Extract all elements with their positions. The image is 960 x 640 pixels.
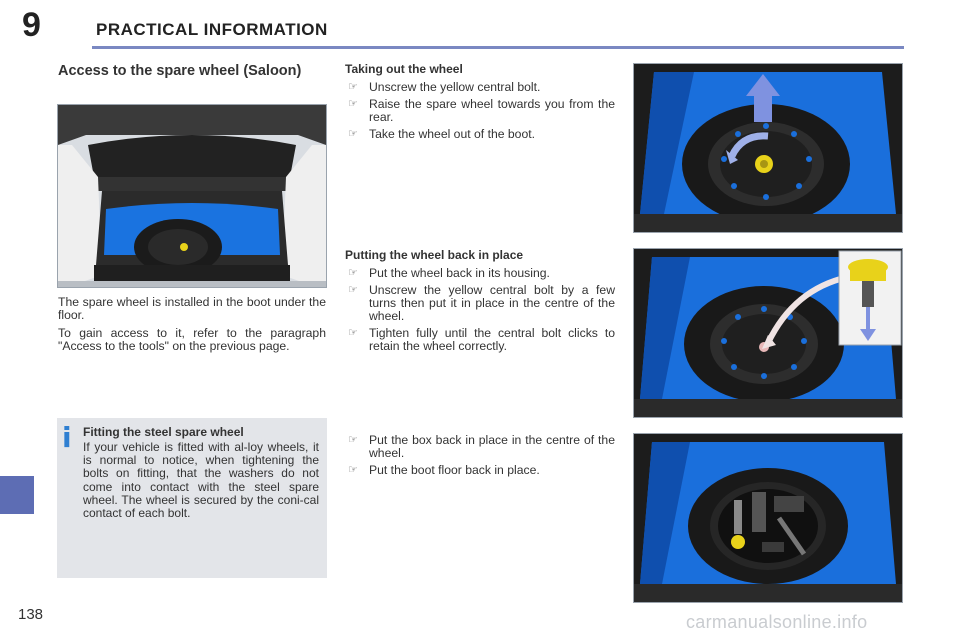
list-item: ☞ Unscrew the yellow central bolt by a few turns then put it in place in the centre of the wheel. [348, 283, 615, 323]
spare-wheel-removal-photo [633, 63, 903, 233]
chapter-number: 9 [22, 6, 41, 44]
pointing-hand-icon: ☞ [348, 98, 358, 110]
pointing-hand-icon: ☞ [348, 81, 358, 93]
taking-out-title: Taking out the wheel [345, 62, 463, 76]
tool-box-photo [633, 433, 903, 603]
intro-text [58, 296, 326, 358]
putting-back-title: Putting the wheel back in place [345, 248, 524, 262]
pointing-hand-icon: ☞ [348, 284, 358, 296]
pointing-hand-icon: ☞ [348, 267, 358, 279]
list-item: ☞ Put the boot floor back in place. [348, 463, 540, 477]
pointing-hand-icon: ☞ [348, 128, 358, 140]
pointing-hand-icon: ☞ [348, 327, 358, 339]
list-item: ☞ Put the wheel back in its housing. [348, 266, 550, 280]
watermark: carmanualsonline.info [686, 612, 868, 632]
access-paragraph: To gain access to it, refer to the paragraph "Access to the tools" on the previous page. [58, 326, 326, 353]
list-item: ☞ Put the box back in place in the centre of the wheel. [348, 433, 615, 460]
info-box-title: Fitting the steel spare wheel [83, 425, 244, 439]
pointing-hand-icon: ☞ [348, 464, 358, 476]
pointing-hand-icon: ☞ [348, 434, 358, 446]
taking-out-section [345, 63, 615, 145]
boot-photo [57, 104, 327, 288]
list-item: ☞ Take the wheel out of the boot. [348, 127, 535, 141]
list-item: ☞ Raise the spare wheel towards you from the rear. [348, 97, 615, 124]
list-item: ☞ Tighten fully until the central bolt clicks to retain the wheel correctly. [348, 326, 615, 353]
intro-paragraph: The spare wheel is installed in the boot under the floor. [58, 295, 326, 322]
section-title: Access to the spare wheel (Saloon) [58, 63, 302, 79]
page-number: 138 [18, 606, 44, 623]
info-icon: i [62, 421, 72, 454]
header-rule [92, 46, 904, 49]
putting-back-section [345, 249, 615, 357]
chapter-side-tab [0, 476, 34, 514]
info-box-text: If your vehicle is fitted with al-loy wheels, it is normal to notice, when tightening the bolts on fitting, that the washers do not come into contact with the steel spare wheel. The wheel is secured by the coni-cal contact of each bolt. [83, 440, 319, 521]
spare-wheel-refit-photo [633, 248, 903, 418]
finishing-section [345, 434, 615, 481]
chapter-title: PRACTICAL INFORMATION [96, 20, 328, 39]
list-item: ☞ Unscrew the yellow central bolt. [348, 80, 541, 94]
